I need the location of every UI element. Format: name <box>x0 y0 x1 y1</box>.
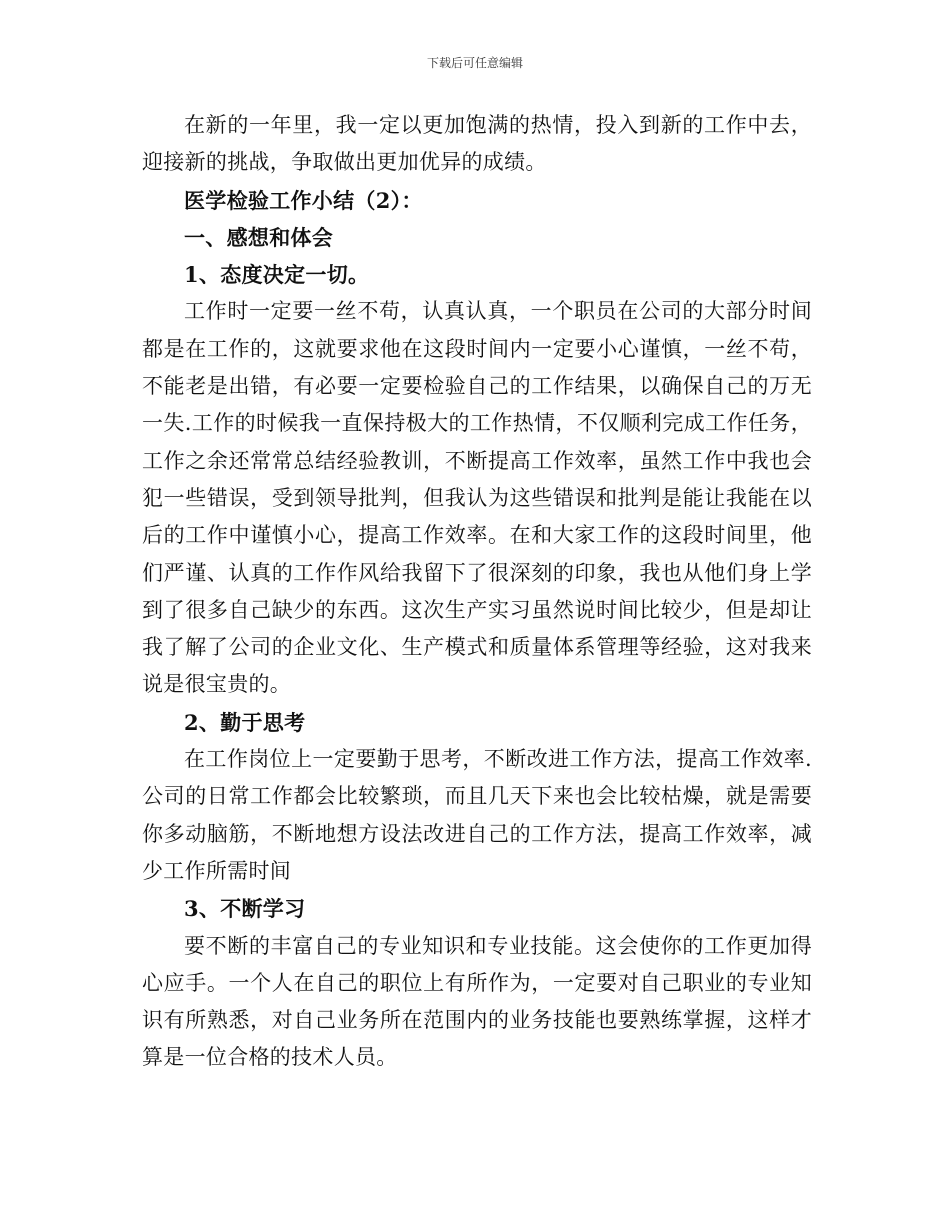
paragraph-learning: 要不断的丰富自己的专业知识和专业技能。这会使你的工作更加得心应手。一个人在自己的职位上有所作为，一定要对自己职业的专业知识有所熟悉，对自己业务所在范围内的业务技能也要熟练掌握，这样才算是一位合格的技术人员。 <box>142 933 812 1070</box>
section-title: 医学检验工作小结（2）： <box>184 187 423 213</box>
heading-learning: 3、不断学习 <box>184 896 306 922</box>
heading-attitude: 1、态度决定一切。 <box>184 262 370 288</box>
paragraph-attitude: 工作时一定要一丝不苟，认真认真，一个职员在公司的大部分时间都是在工作的，这就要求他在这段时间内一定要小心谨慎，一丝不苟，不能老是出错，有必要一定要检验自己的工作结果，以确保自己的万无一失.工作的时候我一直保持极大的工作热情，不仅顺利完成工作任务，工作之余还常常总结经验教训，不断提高工作效率，虽然工作中我也会犯一些错误，受到领导批判，但我认为这些错误和批判是能让我能在以后的工作中谨慎小心，提高工作效率。在和大家工作的这段时间里，他们严谨、认真的工作作风给我留下了很深刻的印象，我也从他们身上学到了很多自己缺少的东西。这次生产实习虽然说时间比较少，但是却让我了解了公司的企业文化、生产模式和质量体系管理等经验，这对我来说是很宝贵的。 <box>142 299 812 697</box>
paragraph-thinking: 在工作岗位上一定要勤于思考，不断改进工作方法，提高工作效率.公司的日常工作都会比较繁琐，而且几天下来也会比较枯燥，就是需要你多动脑筋，不断地想方设法改进自己的工作方法，提高工作效率，减少工作所需时间 <box>142 747 812 883</box>
heading-thinking: 2、勤于思考 <box>184 709 306 735</box>
page-header: 下载后可任意编辑 <box>426 56 523 70</box>
document-body <box>142 107 812 1077</box>
closing-paragraph: 在新的一年里，我一定以更加饱满的热情，投入到新的工作中去，迎接新的挑战，争取做出更加优异的成绩。 <box>142 113 812 175</box>
heading-reflections: 一、感想和体会 <box>184 224 334 250</box>
